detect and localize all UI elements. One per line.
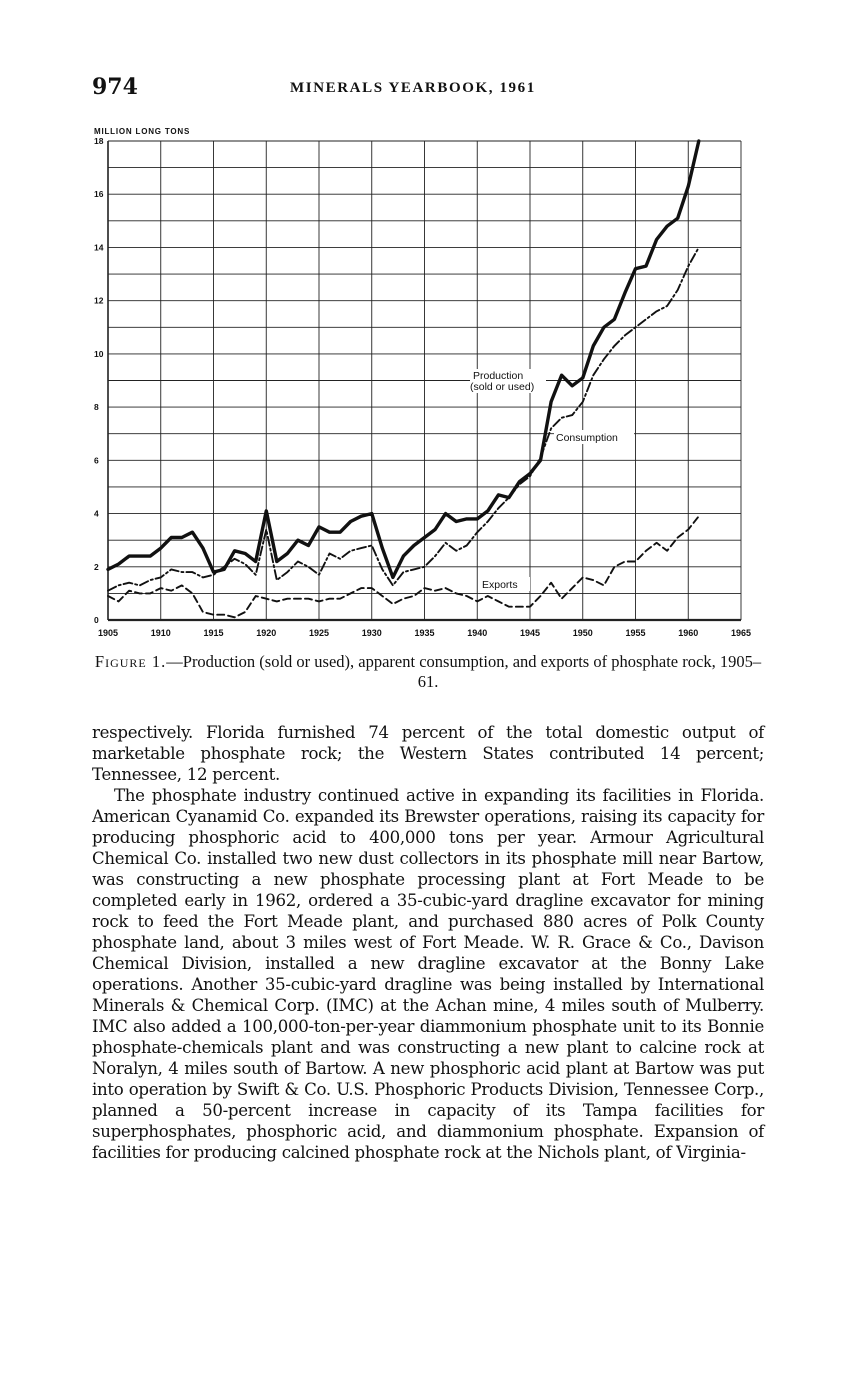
production-annotation-line2: (sold or used) [470, 381, 535, 393]
paragraph-2: The phosphate industry continued active in expanding its facilities in Florida. American Cyanamid Co. expanded its Brewster operations, raising its capacity for producing phosphoric acid to 400,000 tons per year. Armour Agricultural Chemical Co. installed two new dust collectors in its phosphate mill near Bartow, was constructing a new phosphate processing plant at Fort Meade to be completed early in 1962, ordered a 35-cubic-yard dragline excavator for mining rock to feed the Fort Meade plant, and purchased 880 acres of Polk County phosphate land, about 3 miles west of Fort Meade. W. R. Grace & Co., Davison Chemical Division, installed a new dragline excavator at the Bonny Lake operations. Another 35-cubic-yard dragline was being installed by International Minerals & Chemical Corp. (IMC) at the Achan mine, 4 miles south of Mulberry. IMC also added a 100,000-ton-per-year diammonium phosphate unit to its Bonnie phosphate-chemicals plant and was constructing a new plant to calcine rock at Noralyn, 4 miles south of Bartow. A new phosphoric acid plant at Bartow was put into operation by Swift & Co. U.S. Phosphoric Products Division, Tennessee Corp., planned a 50-percent increase in capacity of its Tampa facilities for superphosphates, phosphoric acid, and diammonium phosphate. Expansion of facilities for producing calcined phosphate rock at the Nichols plant, of Virginia- [92, 786, 764, 1162]
y-axis-label: MILLION LONG TONS [94, 127, 191, 136]
running-title: MINERALS YEARBOOK, 1961 [290, 80, 536, 96]
y-tick-label: 0 [94, 615, 99, 625]
y-tick-label: 10 [94, 348, 104, 359]
x-tick-label: 1905 [97, 628, 119, 638]
y-tick-label: 6 [94, 455, 99, 466]
figure-label: Figure 1. [94, 652, 167, 671]
x-tick-label: 1965 [730, 628, 752, 638]
page-number: 974 [92, 74, 138, 100]
x-tick-label: 1940 [467, 628, 488, 638]
y-tick-label: 8 [94, 402, 99, 413]
paragraph-1: respectively. Florida furnished 74 percent of the total domestic output of marketable phosphate rock; the Western States contributed 14 percent; Tennessee, 12 percent. [92, 723, 764, 784]
y-tick-label: 16 [94, 189, 104, 200]
x-tick-label: 1950 [572, 628, 593, 638]
consumption-annotation: Consumption [556, 432, 618, 444]
figure-caption [92, 652, 764, 692]
exports-annotation: Exports [482, 579, 518, 591]
x-tick-label: 1955 [625, 628, 646, 638]
x-tick-label: 1930 [361, 628, 382, 638]
x-tick-label: 1925 [308, 628, 330, 638]
body-text [92, 722, 764, 1163]
production-series-line [108, 141, 699, 577]
y-tick-label: 14 [94, 242, 104, 253]
phosphate-chart [0, 0, 846, 650]
x-tick-label: 1910 [150, 628, 171, 638]
figure-caption-text: —Production (sold or used), apparent consumption, and exports of phosphate rock, 1905–61. [166, 652, 762, 691]
x-tick-label: 1915 [203, 628, 224, 638]
x-tick-label: 1945 [519, 628, 541, 638]
x-tick-label: 1935 [414, 628, 435, 638]
production-annotation-line1: Production [473, 370, 524, 382]
x-tick-label: 1960 [678, 628, 699, 638]
y-tick-label: 2 [94, 561, 99, 572]
y-tick-label: 18 [94, 136, 104, 146]
y-tick-label: 12 [94, 295, 104, 306]
y-tick-label: 4 [94, 508, 99, 519]
x-tick-label: 1920 [256, 628, 277, 638]
chart-series [108, 141, 699, 617]
axis-ticks [94, 136, 751, 638]
